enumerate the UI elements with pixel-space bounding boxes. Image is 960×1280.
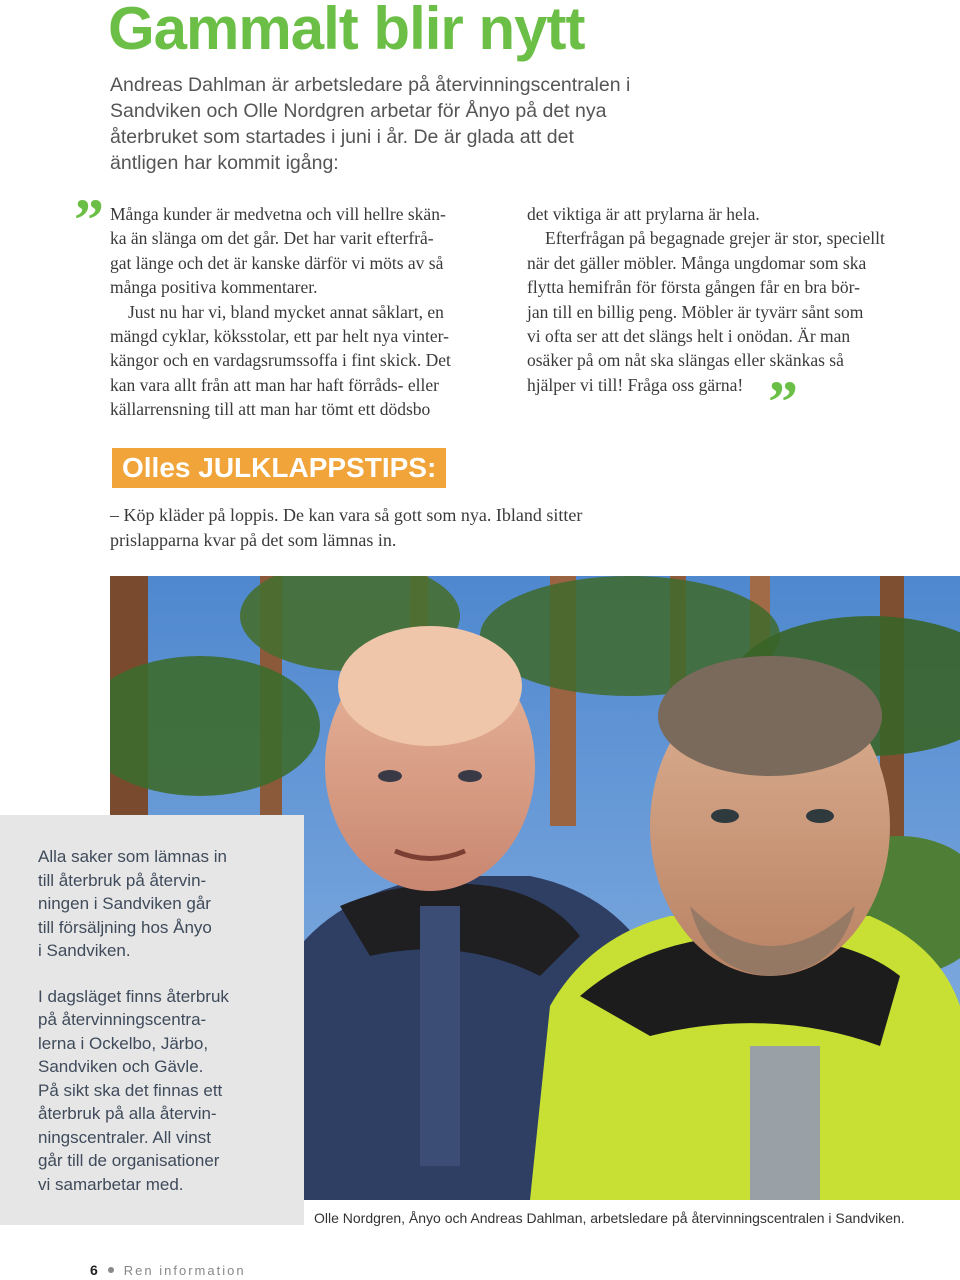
page-number: 6 [90, 1262, 98, 1278]
fact-line: På sikt ska det finnas ett [38, 1080, 223, 1100]
quote-line: ka än slänga om det går. Det har varit efterfrå- [110, 228, 434, 249]
fact-line: Sandviken och Gävle. [38, 1057, 204, 1076]
intro-line: äntligen har kommit igång: [110, 152, 339, 174]
quote-line: flytta hemifrån för första gången får en bra bör- [527, 277, 860, 298]
fact-box [0, 815, 304, 1225]
intro-line: Sandviken och Olle Nordgren arbetar för Ånyo på det nya [110, 100, 607, 122]
tips-line: – Köp kläder på loppis. De kan vara så gott som nya. Ibland sitter [110, 505, 583, 525]
fact-line: till försäljning hos Ånyo [38, 917, 212, 937]
quote-line: många positiva kommentarer. [110, 277, 318, 298]
fact-line: går till de organisationer [38, 1151, 220, 1170]
fact-line: på återvinningscentra- [38, 1010, 207, 1029]
quote-line: gat länge och det är kanske därför vi möts av så [110, 252, 444, 273]
quote-line: hjälper vi till! Fråga oss gärna! [527, 374, 744, 395]
fact-line: vi samarbetar med. [38, 1174, 184, 1194]
quote-line: kan vara allt från att man har haft förråds- eller [110, 374, 439, 395]
quote-line: Många kunder är medvetna och vill hellre skän- [110, 204, 446, 224]
article-title: Gammalt blir nytt [108, 0, 585, 62]
fact-paragraph [38, 985, 284, 1197]
quote-line: mängd cyklar, köksstolar, ett par helt nya vinter- [110, 326, 449, 347]
quote-line: osäker på om nåt ska slängas eller skänkas så [527, 350, 844, 371]
fact-line: i Sandviken. [38, 941, 131, 960]
bullet-icon [108, 1267, 114, 1273]
publication-name: Ren information [123, 1263, 246, 1278]
tips-text [110, 503, 670, 553]
fact-line: ningen i Sandviken går [38, 894, 211, 913]
quote-column-left [110, 202, 506, 422]
tips-heading: Olles JULKLAPPSTIPS: [112, 448, 446, 488]
quote-open-icon: ” [74, 187, 104, 253]
intro-line: Andreas Dahlman är arbetsledare på återvinningscentralen i [110, 74, 631, 96]
page-footer [90, 1262, 246, 1280]
quote-line: Just nu har vi, bland mycket annat såklart, en [128, 301, 444, 322]
quote-line: Efterfrågan på begagnade grejer är stor, speciellt [545, 228, 885, 249]
quote-line: källarrensning till att man har tömt ett dödsbo [110, 399, 431, 420]
quote-line: vi ofta ser att det slängs helt i onödan. Är man [527, 326, 851, 347]
intro-line: återbruket som startades i juni i år. De är glada att det [110, 126, 574, 148]
photo-caption: Olle Nordgren, Ånyo och Andreas Dahlman, arbetsledare på återvinningscentralen i Sandviken. [314, 1210, 905, 1226]
fact-line: till återbruk på återvin- [38, 870, 207, 890]
fact-line: Alla saker som lämnas in [38, 847, 227, 866]
quote-line: det viktiga är att prylarna är hela. [527, 204, 760, 224]
quote-line: kängor och en vardagsrumssoffa i fint skick. Det [110, 350, 451, 371]
quote-close-icon: ” [768, 369, 798, 435]
tips-line: prislapparna kvar på det som lämnas in. [110, 530, 397, 550]
fact-paragraph [38, 845, 284, 963]
quote-column-right [527, 202, 927, 397]
fact-line: ningscentraler. All vinst [38, 1127, 211, 1147]
fact-line: återbruk på alla återvin- [38, 1104, 217, 1123]
quote-line: när det gäller möbler. Många ungdomar som ska [527, 252, 867, 273]
fact-line: lerna i Ockelbo, Järbo, [38, 1033, 209, 1053]
quote-line: jan till en billig peng. Möbler är tyvärr sånt som [527, 301, 864, 322]
article-intro [110, 72, 710, 176]
fact-line: I dagsläget finns återbruk [38, 986, 229, 1006]
